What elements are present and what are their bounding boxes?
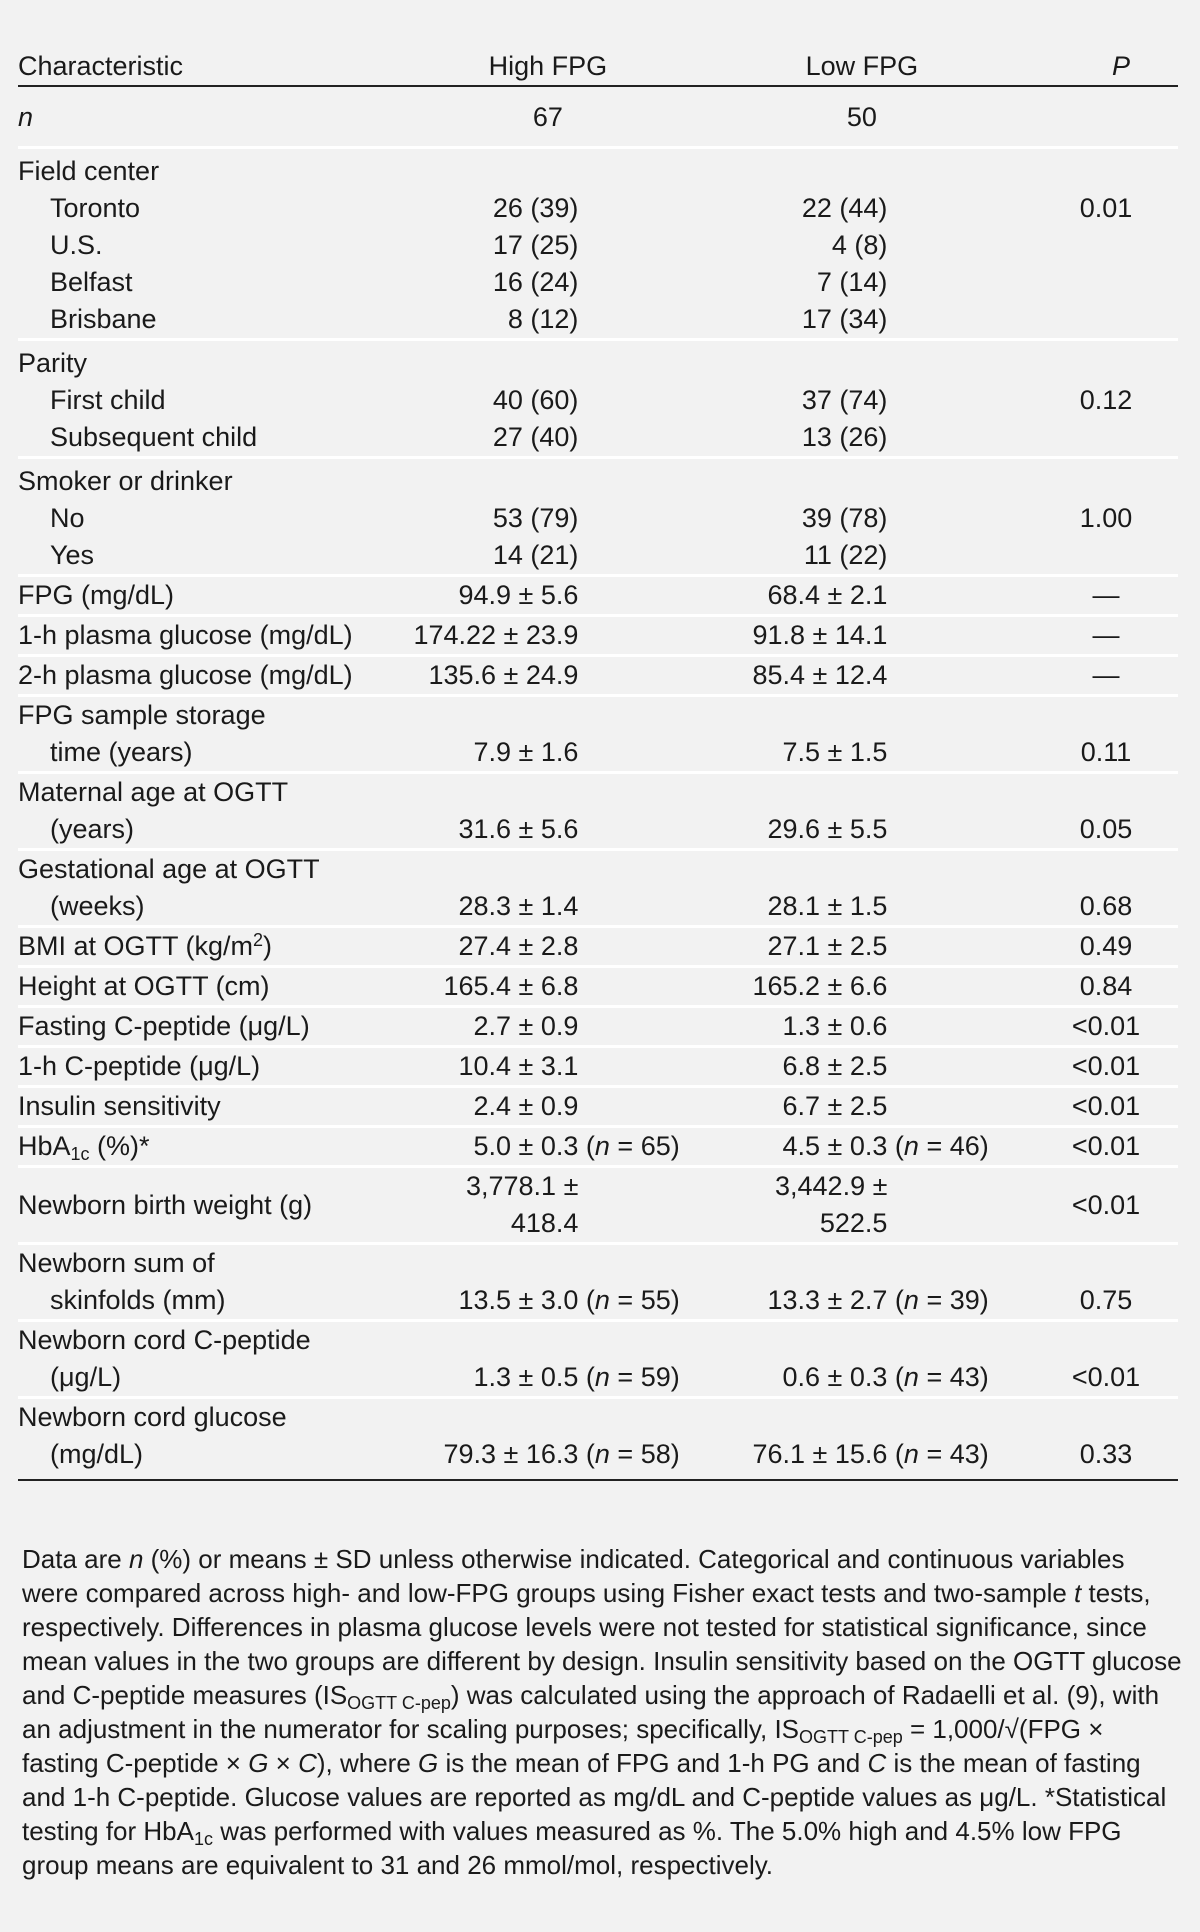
n-equals: = — [609, 1131, 641, 1161]
p-cell — [1016, 227, 1178, 264]
p-cell — [1016, 264, 1178, 301]
high-fpg-cell — [388, 616, 707, 656]
high-fpg-cell-value: 17 (25) — [492, 230, 579, 260]
row-label — [18, 86, 388, 148]
n-equals: = — [918, 1285, 950, 1315]
empty-cell — [1016, 458, 1178, 501]
high-fpg-cell-n-value: 58 — [640, 1439, 671, 1469]
row-label — [18, 1167, 388, 1244]
low-fpg-cell — [707, 734, 1016, 773]
p-cell — [1016, 927, 1178, 967]
empty-cell — [1016, 1321, 1178, 1360]
empty-cell — [707, 1321, 1016, 1360]
high-fpg-cell — [388, 1282, 707, 1321]
empty-cell — [707, 1244, 1016, 1283]
p-cell-value: <0.01 — [1071, 1091, 1141, 1121]
row-label — [18, 1007, 388, 1047]
low-fpg-cell-n-value: 39 — [949, 1285, 980, 1315]
low-fpg-cell-value: 6.7 ± 2.5 — [782, 1091, 888, 1121]
table-row-label-line — [18, 1321, 1178, 1360]
low-fpg-cell — [707, 227, 1016, 264]
low-fpg-cell-n: (n = 46) — [887, 1131, 989, 1161]
empty-cell — [707, 340, 1016, 383]
empty-cell — [388, 340, 707, 383]
n-symbol: n — [903, 1439, 919, 1469]
empty-cell — [1016, 340, 1178, 383]
high-fpg-cell — [388, 1359, 707, 1398]
table-row — [18, 734, 1178, 773]
p-cell — [1016, 1127, 1178, 1167]
high-fpg-cell — [388, 190, 707, 227]
row-label-sub: 1c — [70, 1144, 90, 1164]
high-fpg-cell-value: 14 (21) — [492, 540, 579, 570]
high-fpg-cell-value: 7.9 ± 1.6 — [473, 737, 579, 767]
high-fpg-cell — [388, 382, 707, 419]
high-fpg-cell — [388, 656, 707, 696]
table-row — [18, 616, 1178, 656]
high-fpg-cell-value: 16 (24) — [492, 267, 579, 297]
n-equals: = — [918, 1362, 950, 1392]
table-row-label-line — [18, 773, 1178, 812]
high-fpg-cell-value: 2.4 ± 0.9 — [473, 1091, 579, 1121]
low-fpg-cell-value: 17 (34) — [801, 304, 888, 334]
group-title: Field center — [18, 156, 160, 186]
empty-cell — [388, 1321, 707, 1360]
table-row-label-line — [18, 1244, 1178, 1283]
high-fpg-cell — [388, 537, 707, 576]
low-n-value: 50 — [846, 102, 877, 132]
low-fpg-cell-n: (n = 43) — [887, 1362, 989, 1392]
n-symbol: n — [594, 1362, 610, 1392]
high-fpg-cell — [388, 734, 707, 773]
p-cell — [1016, 576, 1178, 616]
high-n-value: 67 — [532, 102, 563, 132]
low-fpg-cell-n: (n = 43) — [887, 1439, 989, 1469]
low-fpg-cell — [707, 1047, 1016, 1087]
low-fpg-cell — [707, 190, 1016, 227]
col-high-fpg: High FPG — [388, 48, 707, 86]
row-label-text: 1-h C-peptide (μg/L) — [18, 1051, 261, 1081]
p-cell — [1016, 419, 1178, 458]
p-cell — [1016, 537, 1178, 576]
low-fpg-cell — [707, 1436, 1016, 1480]
low-fpg-cell-value: 7.5 ± 1.5 — [782, 737, 888, 767]
p-cell — [1016, 382, 1178, 419]
high-fpg-cell — [388, 967, 707, 1007]
p-cell — [1016, 656, 1178, 696]
high-fpg-cell-value: 3,778.1 ± 418.4 — [465, 1171, 579, 1238]
row-label: Gestational age at OGTT — [18, 854, 320, 884]
p-cell-value: 0.49 — [1079, 931, 1133, 961]
low-fpg-cell-value: 85.4 ± 12.4 — [752, 660, 888, 690]
n-symbol: n — [594, 1439, 610, 1469]
low-fpg-cell — [707, 888, 1016, 927]
p-cell — [1016, 734, 1178, 773]
low-fpg-cell-n: (n = 39) — [887, 1285, 989, 1315]
table-row — [18, 301, 1178, 340]
p-cell — [1016, 1167, 1178, 1244]
row-label — [18, 1127, 388, 1167]
group-title-row — [18, 340, 1178, 383]
row-label-text: BMI at OGTT (kg/m — [18, 931, 254, 961]
row-label: Belfast — [50, 267, 133, 297]
high-fpg-cell — [388, 264, 707, 301]
empty-cell — [707, 1398, 1016, 1437]
empty-cell — [707, 773, 1016, 812]
n-equals: = — [918, 1439, 950, 1469]
low-fpg-cell-value: 1.3 ± 0.6 — [782, 1011, 888, 1041]
high-fpg-cell-n-value: 55 — [640, 1285, 671, 1315]
p-cell-value: <0.01 — [1071, 1131, 1141, 1161]
row-label — [18, 927, 388, 967]
high-fpg-cell-value: 31.6 ± 5.6 — [458, 814, 579, 844]
n-equals: = — [609, 1439, 641, 1469]
low-fpg-cell-value: 4.5 ± 0.3 — [782, 1131, 888, 1161]
high-fpg-cell-value: 1.3 ± 0.5 — [473, 1362, 579, 1392]
low-fpg-cell — [707, 301, 1016, 340]
low-fpg-cell-value: 4 (8) — [831, 230, 888, 260]
data-table — [18, 48, 1178, 1481]
low-fpg-cell-value: 11 (22) — [803, 540, 888, 570]
high-fpg-cell-n: (n = 65) — [578, 1131, 680, 1161]
high-fpg-cell-value: 174.22 ± 23.9 — [413, 620, 579, 650]
low-fpg-cell-value: 3,442.9 ± 522.5 — [775, 1171, 888, 1238]
low-fpg-cell — [707, 811, 1016, 850]
p-cell-value: — — [1092, 620, 1120, 650]
p-cell-value: <0.01 — [1071, 1189, 1141, 1220]
table-row-n — [18, 86, 1178, 148]
low-fpg-cell — [707, 264, 1016, 301]
n-label: n — [18, 102, 34, 132]
row-label-text: FPG (mg/dL) — [18, 580, 175, 610]
empty-cell — [707, 458, 1016, 501]
p-cell — [1016, 301, 1178, 340]
p-cell-value: 0.12 — [1079, 385, 1133, 415]
table-header — [18, 48, 1178, 86]
high-fpg-cell — [388, 500, 707, 537]
p-cell — [1016, 1436, 1178, 1480]
empty-cell — [1016, 773, 1178, 812]
low-fpg-cell-value: 0.6 ± 0.3 — [782, 1362, 888, 1392]
empty-cell — [388, 1398, 707, 1437]
row-label — [18, 656, 388, 696]
n-symbol: n — [903, 1285, 919, 1315]
table-row — [18, 382, 1178, 419]
row-label-text: Insulin sensitivity — [18, 1091, 221, 1121]
empty-cell — [388, 148, 707, 191]
low-fpg-cell-value: 22 (44) — [801, 193, 888, 223]
table-row-label-line — [18, 850, 1178, 889]
low-fpg-cell-value: 13 (26) — [801, 422, 888, 452]
low-fpg-cell — [707, 1282, 1016, 1321]
low-fpg-cell — [707, 927, 1016, 967]
table-row — [18, 927, 1178, 967]
p-cell-value: 0.11 — [1080, 737, 1132, 767]
empty-cell — [1016, 850, 1178, 889]
col-p: P — [1016, 48, 1178, 86]
row-label-sup: 2 — [253, 930, 264, 950]
table-row — [18, 537, 1178, 576]
low-fpg-cell — [707, 1127, 1016, 1167]
p-cell-value: 1.00 — [1079, 503, 1133, 533]
table-row-label-line — [18, 696, 1178, 735]
low-fpg-cell-value: 28.1 ± 1.5 — [767, 891, 888, 921]
table-footnote: Data are n (%) or means ± SD unless otherwise indicated. Categorical and continuous variables were compared across high- and low-FPG groups using Fisher exact tests and two-sample t tests, respectively. Differences in plasma glucose levels were not tested for statistical significance, since mean values in the two groups are different by design. Insulin sensitivity based on the OGTT glucose and C-peptide measures $(IS_{OGTT C-pep})$ was calculated using the approach of Radaelli et al. (9), with an adjustment in the numerator for scaling purposes; specifically, $IS_{OGTT C-pep} = 1,000/√(FPG$ × fasting C-peptide × G × C), where G is the mean of FPG and 1-h PG and C is the mean of fasting and 1-h C-peptide. Glucose values are reported as mg/dL and C-peptide values as μg/L. *Statistical testing for HbA$_{1c}$ was performed with values measured as %. The 5.0% high and 4.5% low FPG group means are equivalent to 31 and 26 mmol/mol, respectively. — [22, 1544, 1182, 1880]
col-low-fpg: Low FPG — [707, 48, 1016, 86]
table-row — [18, 1087, 1178, 1127]
p-cell — [1016, 811, 1178, 850]
row-label-cont: (μg/L) — [50, 1362, 122, 1392]
row-label-text: Height at OGTT (cm) — [18, 971, 270, 1001]
low-fpg-cell-value: 7 (14) — [816, 267, 888, 297]
empty-cell — [388, 773, 707, 812]
empty-cell — [707, 696, 1016, 735]
p-cell — [1016, 967, 1178, 1007]
p-cell — [1016, 1359, 1178, 1398]
high-fpg-cell-value: 27.4 ± 2.8 — [458, 931, 579, 961]
table-row — [18, 500, 1178, 537]
high-fpg-cell-value: 165.4 ± 6.8 — [443, 971, 579, 1001]
p-cell — [1016, 1007, 1178, 1047]
table-row — [18, 576, 1178, 616]
table-row — [18, 190, 1178, 227]
high-fpg-cell-value: 2.7 ± 0.9 — [473, 1011, 579, 1041]
row-label-cont: (mg/dL) — [18, 1436, 388, 1480]
row-label — [18, 1047, 388, 1087]
group-title: Smoker or drinker — [18, 466, 233, 496]
low-fpg-cell — [707, 576, 1016, 616]
high-fpg-cell — [388, 301, 707, 340]
row-label — [18, 1087, 388, 1127]
row-label: Brisbane — [50, 304, 157, 334]
p-cell — [1016, 888, 1178, 927]
p-cell — [1016, 190, 1178, 227]
high-fpg-cell-n: (n = 55) — [578, 1285, 680, 1315]
high-fpg-cell — [388, 1127, 707, 1167]
row-label: Newborn cord glucose — [18, 1402, 287, 1432]
n-symbol: n — [903, 1131, 919, 1161]
table-row — [18, 967, 1178, 1007]
high-fpg-cell — [388, 927, 707, 967]
empty-cell — [1016, 1244, 1178, 1283]
p-cell — [1016, 1282, 1178, 1321]
row-label: No — [50, 503, 85, 533]
low-fpg-cell-value: 39 (78) — [801, 503, 888, 533]
p-cell-value: <0.01 — [1071, 1362, 1141, 1392]
empty-cell — [1016, 696, 1178, 735]
high-fpg-cell-n-value: 65 — [640, 1131, 671, 1161]
n-equals: = — [609, 1362, 641, 1392]
table-row — [18, 419, 1178, 458]
low-fpg-cell — [707, 537, 1016, 576]
low-fpg-cell — [707, 419, 1016, 458]
low-fpg-cell — [707, 382, 1016, 419]
high-fpg-cell-n-value: 59 — [640, 1362, 671, 1392]
high-fpg-cell-n: (n = 58) — [578, 1439, 680, 1469]
high-fpg-n — [388, 86, 707, 148]
high-fpg-cell — [388, 811, 707, 850]
col-characteristic: Characteristic — [18, 48, 388, 86]
high-fpg-cell-value: 53 (79) — [492, 503, 579, 533]
empty-cell — [388, 1244, 707, 1283]
table-row — [18, 227, 1178, 264]
row-label — [18, 967, 388, 1007]
p-cell — [1016, 1047, 1178, 1087]
low-fpg-cell-value: 76.1 ± 15.6 — [752, 1439, 888, 1469]
low-fpg-cell — [707, 967, 1016, 1007]
empty-cell — [1016, 1398, 1178, 1437]
row-label-text: 2-h plasma glucose (mg/dL) — [18, 660, 353, 690]
p-cell — [1016, 1087, 1178, 1127]
empty-cell — [388, 696, 707, 735]
low-fpg-n — [707, 86, 1016, 148]
p-cell-value: 0.33 — [1079, 1439, 1133, 1469]
high-fpg-cell-value: 28.3 ± 1.4 — [458, 891, 579, 921]
high-fpg-cell-value: 40 (60) — [492, 385, 579, 415]
row-label-tail: (%)* — [89, 1131, 150, 1161]
low-fpg-cell-value: 37 (74) — [801, 385, 888, 415]
p-cell-value: 0.68 — [1079, 891, 1133, 921]
group-title: Parity — [18, 348, 88, 378]
high-fpg-cell — [388, 576, 707, 616]
row-label: Subsequent child — [50, 422, 258, 452]
low-fpg-cell-n-value: 43 — [949, 1439, 980, 1469]
table-row — [18, 1167, 1178, 1244]
low-fpg-cell-n-value: 43 — [949, 1362, 980, 1392]
p-cell-value: 0.75 — [1079, 1285, 1133, 1315]
empty-cell — [388, 850, 707, 889]
low-fpg-cell — [707, 1167, 1016, 1244]
p-cell-value: — — [1092, 580, 1120, 610]
empty-cell — [388, 458, 707, 501]
low-fpg-cell — [707, 1087, 1016, 1127]
high-fpg-cell — [388, 419, 707, 458]
low-fpg-cell-value: 68.4 ± 2.1 — [767, 580, 888, 610]
row-label-text: Fasting C-peptide (μg/L) — [18, 1011, 310, 1041]
low-fpg-cell-n-value: 46 — [949, 1131, 980, 1161]
p-cell — [1016, 86, 1178, 148]
n-symbol: n — [594, 1285, 610, 1315]
row-label — [18, 576, 388, 616]
low-fpg-cell — [707, 616, 1016, 656]
n-symbol: n — [903, 1362, 919, 1392]
low-fpg-cell — [707, 1007, 1016, 1047]
high-fpg-cell — [388, 1087, 707, 1127]
row-label-tail: ) — [263, 931, 273, 961]
high-fpg-cell — [388, 888, 707, 927]
row-label: FPG sample storage — [18, 700, 266, 730]
row-label: Yes — [50, 540, 95, 570]
low-fpg-cell — [707, 500, 1016, 537]
p-cell-value: 0.01 — [1079, 193, 1133, 223]
row-label-cont: (weeks) — [50, 891, 145, 921]
high-fpg-cell — [388, 1167, 707, 1244]
empty-cell — [1016, 148, 1178, 191]
high-fpg-cell-value: 27 (40) — [492, 422, 579, 452]
table-row — [18, 264, 1178, 301]
p-cell — [1016, 616, 1178, 656]
table-row — [18, 811, 1178, 850]
group-title-row — [18, 148, 1178, 191]
row-label: U.S. — [50, 230, 103, 260]
empty-cell — [707, 148, 1016, 191]
table-row — [18, 1127, 1178, 1167]
table-row — [18, 1047, 1178, 1087]
row-label-cont: skinfolds (mm) — [50, 1285, 226, 1315]
low-fpg-cell-value: 29.6 ± 5.5 — [767, 814, 888, 844]
p-cell-value: <0.01 — [1071, 1051, 1141, 1081]
high-fpg-cell-value: 10.4 ± 3.1 — [458, 1051, 579, 1081]
high-fpg-cell-value: 135.6 ± 24.9 — [428, 660, 579, 690]
row-label: Newborn sum of — [18, 1248, 215, 1278]
p-cell-value: — — [1092, 660, 1120, 690]
row-label-text: 1-h plasma glucose (mg/dL) — [18, 620, 353, 650]
low-fpg-cell — [707, 656, 1016, 696]
p-cell-value: 0.05 — [1079, 814, 1133, 844]
table-row — [18, 1359, 1178, 1398]
table-row — [18, 656, 1178, 696]
row-label: First child — [50, 385, 166, 415]
row-label-cont: (years) — [50, 814, 135, 844]
n-symbol: n — [594, 1131, 610, 1161]
row-label: Toronto — [50, 193, 141, 223]
n-equals: = — [609, 1285, 641, 1315]
table-row — [18, 1007, 1178, 1047]
low-fpg-cell-value: 165.2 ± 6.6 — [752, 971, 888, 1001]
row-label-cont: time (years) — [50, 737, 193, 767]
row-label: Newborn cord C-peptide — [18, 1325, 311, 1355]
high-fpg-cell — [388, 1007, 707, 1047]
high-fpg-cell-value: 13.5 ± 3.0 — [458, 1285, 579, 1315]
high-fpg-cell — [388, 1436, 707, 1480]
table-row-label-line — [18, 1398, 1178, 1437]
row-label-text: Newborn birth weight (g) — [18, 1189, 313, 1220]
group-title-row — [18, 458, 1178, 501]
row-label-text: HbA — [18, 1131, 71, 1161]
low-fpg-cell-value: 27.1 ± 2.5 — [767, 931, 888, 961]
table-row — [18, 1436, 1178, 1480]
high-fpg-cell-value: 8 (12) — [507, 304, 579, 334]
row-label: Maternal age at OGTT — [18, 777, 289, 807]
empty-cell — [707, 850, 1016, 889]
p-cell — [1016, 500, 1178, 537]
high-fpg-cell-n: (n = 59) — [578, 1362, 680, 1392]
table-row — [18, 1282, 1178, 1321]
p-cell-value: <0.01 — [1071, 1011, 1141, 1041]
low-fpg-cell-value: 6.8 ± 2.5 — [782, 1051, 888, 1081]
table-row — [18, 888, 1178, 927]
high-fpg-cell-value: 94.9 ± 5.6 — [458, 580, 579, 610]
high-fpg-cell-value: 5.0 ± 0.3 — [473, 1131, 579, 1161]
high-fpg-cell — [388, 227, 707, 264]
low-fpg-cell-value: 13.3 ± 2.7 — [767, 1285, 888, 1315]
low-fpg-cell — [707, 1359, 1016, 1398]
high-fpg-cell — [388, 1047, 707, 1087]
high-fpg-cell-value: 26 (39) — [492, 193, 579, 223]
low-fpg-cell-value: 91.8 ± 14.1 — [752, 620, 888, 650]
high-fpg-cell-value: 79.3 ± 16.3 — [443, 1439, 579, 1469]
n-equals: = — [918, 1131, 950, 1161]
row-label — [18, 616, 388, 656]
p-cell-value: 0.84 — [1079, 971, 1133, 1001]
